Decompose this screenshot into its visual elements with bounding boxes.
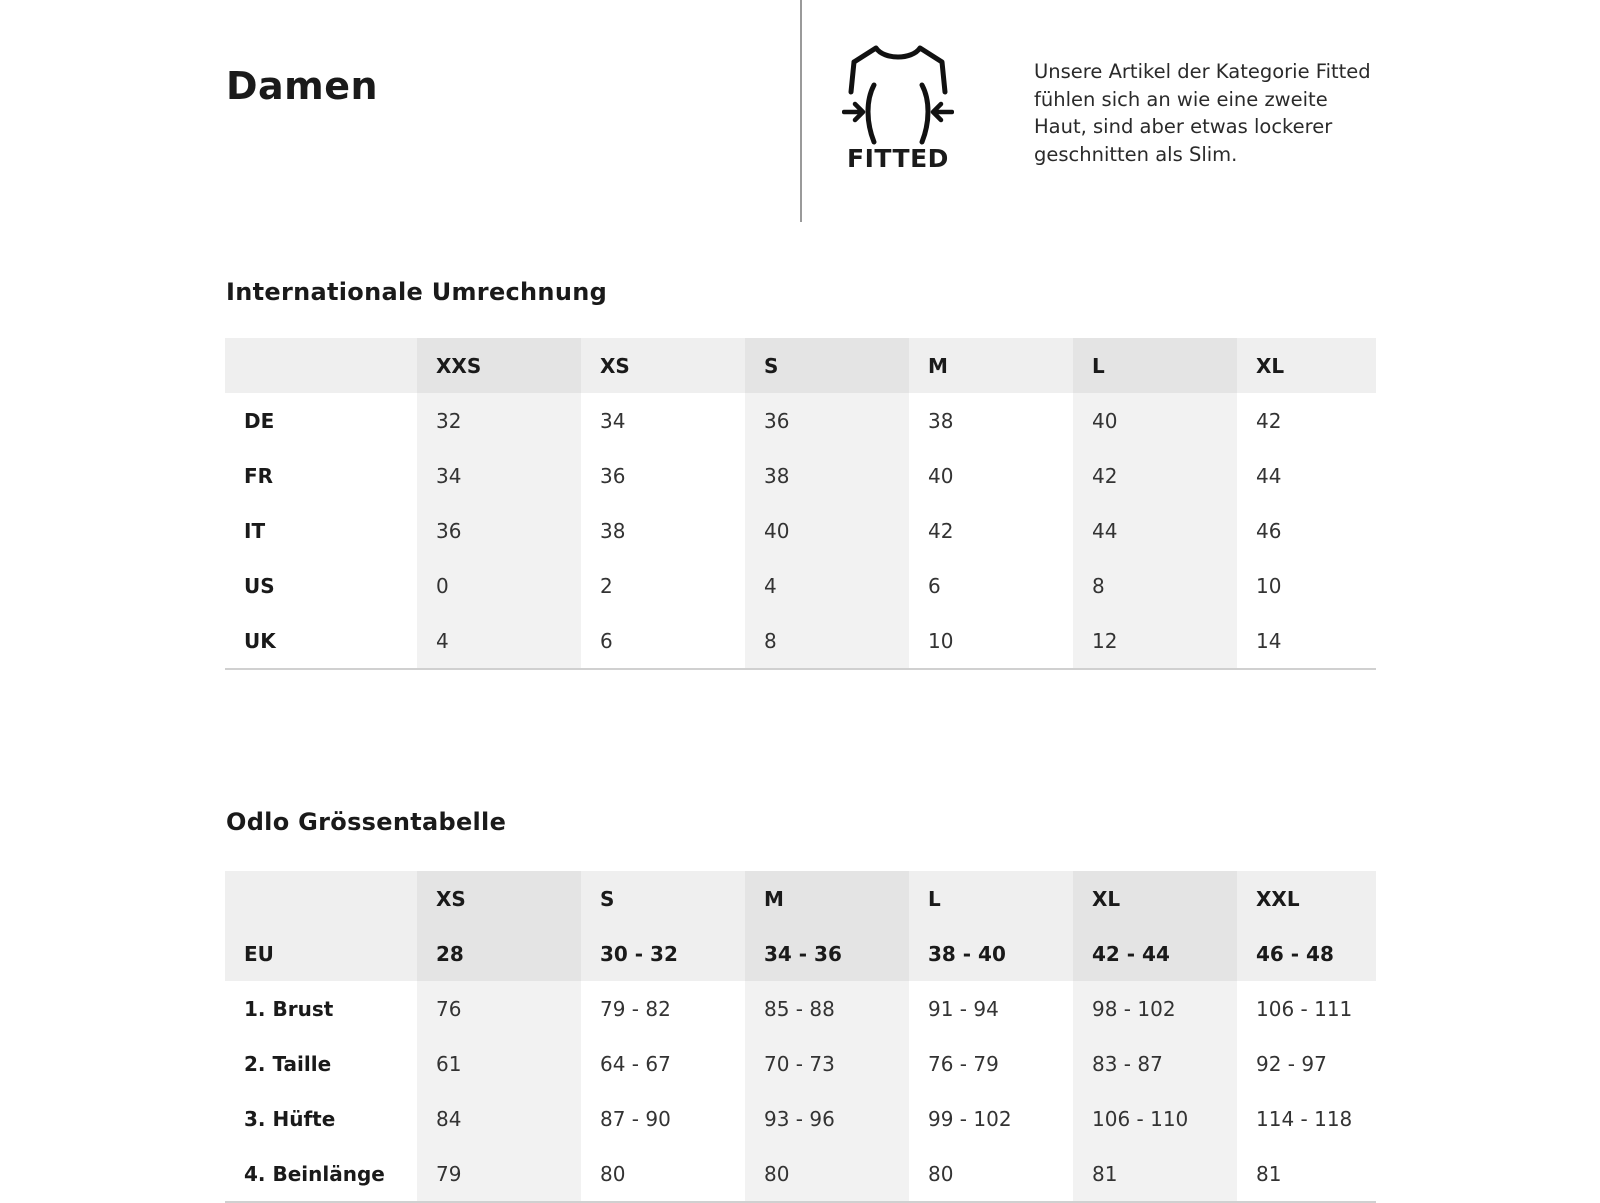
table-cell: 99 - 102 [928,1106,1012,1131]
table-cell: 0 [417,558,581,613]
table-row [225,393,1376,448]
table-cell: 79 - 82 [600,996,671,1021]
table-cell: 40 [745,503,909,558]
table-cell: 61 [417,1036,581,1091]
table-cell: 34 [600,408,626,433]
table-row [225,1091,1376,1146]
table-row [225,981,1376,1036]
size-header: XS [581,338,745,393]
table-row [225,1036,1376,1091]
table-cell: 2 [600,573,613,598]
eu-size-cell: 34 - 36 [745,926,909,981]
table-cell: 46 [1256,518,1282,543]
size-header: XXL [1237,871,1376,926]
table-cell: 80 [581,1146,745,1202]
table-cell: 44 [1073,503,1237,558]
row-label: US [244,573,275,598]
odlo-section-title: Odlo Grössentabelle [226,808,507,836]
table-cell: 83 - 87 [1073,1036,1237,1091]
table-cell: 38 [745,448,909,503]
table-cell: 92 - 97 [1256,1051,1327,1076]
table-cell: 106 - 110 [1073,1091,1237,1146]
table-row [225,558,1376,613]
table-cell: 76 - 79 [928,1051,999,1076]
row-label: 4. Beinlänge [225,1146,417,1202]
size-header: S [745,338,909,393]
table-cell: 8 [1073,558,1237,613]
row-label: UK [225,613,417,669]
table-cell: 6 [928,573,941,598]
table-cell: 114 - 118 [1256,1106,1353,1131]
eu-size-cell: 30 - 32 [581,926,745,981]
table-row [225,1146,1376,1202]
table-cell: 106 - 111 [1256,996,1353,1021]
table-cell: 12 [1073,613,1237,669]
table-cell: 80 [745,1146,909,1202]
size-header: XXS [417,338,581,393]
table-cell: 32 [417,393,581,448]
table-cell: 93 - 96 [745,1091,909,1146]
size-header: M [909,338,1073,393]
table-cell: 81 [1237,1146,1376,1202]
table-cell: 64 - 67 [600,1051,671,1076]
table-cell: 91 - 94 [928,996,999,1021]
eu-size-cell: 46 - 48 [1237,926,1376,981]
table-cell: 40 [1073,393,1237,448]
row-label: 1. Brust [244,996,334,1021]
size-header: XL [1237,338,1376,393]
table-cell: 70 - 73 [745,1036,909,1091]
table-cell: 8 [745,613,909,669]
table-cell: 36 [600,463,626,488]
table-cell: 42 [1256,408,1282,433]
table-cell: 14 [1237,613,1376,669]
header-corner [225,338,417,393]
intl-section-title: Internationale Umrechnung [226,278,608,306]
fitted-shirt-icon [842,40,954,148]
eu-size-cell: 38 - 40 [909,926,1073,981]
table-cell: 34 [417,448,581,503]
table-cell: 40 [928,463,954,488]
table-row [225,613,1376,669]
table-cell: 76 [417,981,581,1036]
table-cell: 84 [417,1091,581,1146]
table-cell: 81 [1073,1146,1237,1202]
fit-badge [836,36,960,176]
fit-description: Unsere Artikel der Kategorie Fitted fühlen sich an wie eine zweite Haut, sind aber etwas lockerer geschnitten als Slim. [1034,60,1371,166]
table-cell: 10 [909,613,1073,669]
header-corner [225,871,417,926]
row-label: EU [225,926,417,981]
size-header: L [1073,338,1237,393]
odlo-eu-row [225,926,1376,981]
table-cell: 38 [928,408,954,433]
size-header: L [909,871,1073,926]
table-cell: 80 [909,1146,1073,1202]
table-cell: 38 [600,518,626,543]
size-header: S [581,871,745,926]
row-label: IT [244,518,266,543]
eu-size-cell: 42 - 44 [1073,926,1237,981]
table-cell: 79 [417,1146,581,1202]
header-divider [800,0,802,222]
table-cell: 10 [1256,573,1282,598]
row-label: 3. Hüfte [244,1106,336,1131]
table-cell: 42 [928,518,954,543]
eu-size-cell: 28 [417,926,581,981]
table-cell: 36 [417,503,581,558]
row-label: 2. Taille [244,1051,332,1076]
table-cell: 6 [581,613,745,669]
row-label: DE [244,408,275,433]
table-row [225,503,1376,558]
size-header: M [745,871,909,926]
table-cell: 85 - 88 [745,981,909,1036]
table-cell: 87 - 90 [600,1106,671,1131]
intl-header-row [225,338,1376,393]
odlo-size-table [225,871,1376,1203]
table-cell: 36 [745,393,909,448]
row-label: FR [244,463,274,488]
table-cell: 98 - 102 [1073,981,1237,1036]
size-header: XS [417,871,581,926]
table-cell: 42 [1073,448,1237,503]
odlo-header-row [225,871,1376,926]
page-title: Damen [226,64,379,108]
size-header: XL [1073,871,1237,926]
table-cell: 4 [417,613,581,669]
table-cell: 44 [1256,463,1282,488]
table-cell: 4 [745,558,909,613]
table-row [225,448,1376,503]
intl-size-table [225,338,1376,670]
fit-label: FITTED [847,144,949,173]
